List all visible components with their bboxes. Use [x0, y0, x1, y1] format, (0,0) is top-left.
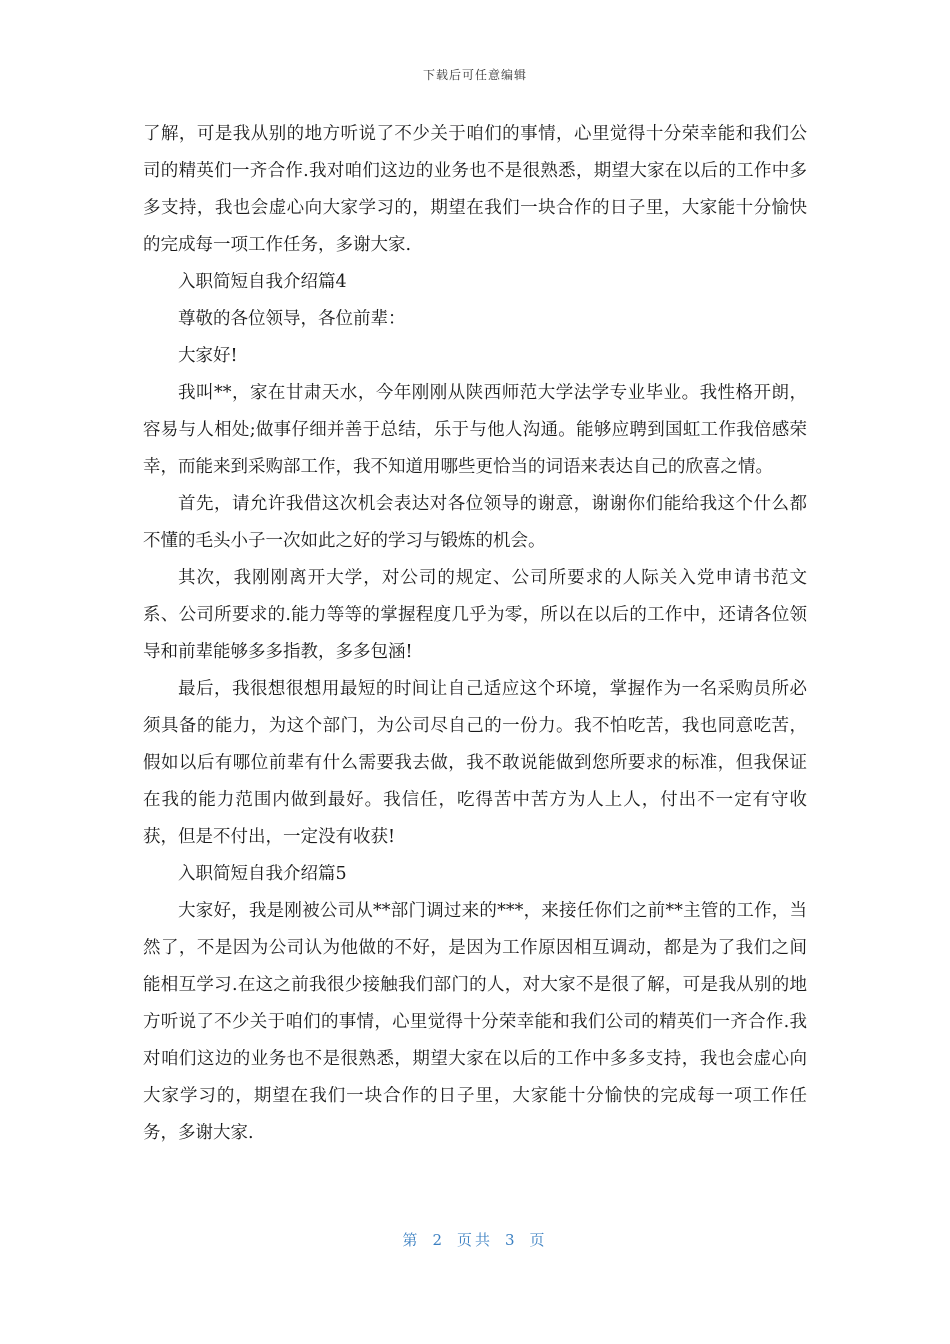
- paragraph-section-5: 大家好，我是刚被公司从**部门调过来的***，来接任你们之前**主管的工作，当然了，不是因为公司认为他做的不好，是因为工作原因相互调动，都是为了我们之间能相互学习.在这之前我很少接触我们部门的人，对大家不是很了解，可是我从别的地方听说了不少关于咱们的事情，心里觉得十分荣幸能和我们公司的精英们一齐合作.我对咱们这边的业务也不是很熟悉，期望大家在以后的工作中多多支持，我也会虚心向大家学习的，期望在我们一块合作的日子里，大家能十分愉快的完成每一项工作任务，多谢大家.: [143, 901, 807, 1143]
- greeting: 大家好!: [178, 346, 238, 366]
- salutation: 尊敬的各位领导，各位前辈：: [178, 309, 406, 329]
- footer-suffix: 页: [529, 1231, 548, 1249]
- paragraph-intro: 我叫**，家在甘肃天水，今年刚刚从陕西师范大学法学专业毕业。我性格开朗，容易与人相处;做事仔细并善于总结，乐于与他人沟通。能够应聘到国虹工作我倍感荣幸，而能来到采购部工作，我不知道用哪些更恰当的词语来表达自己的欣喜之情。: [143, 383, 807, 477]
- footer-prefix: 第: [402, 1231, 421, 1249]
- footer-middle: 页共: [456, 1231, 493, 1249]
- section-heading-4: 入职简短自我介绍篇4: [178, 272, 347, 292]
- paragraph-first: 首先，请允许我借这次机会表达对各位领导的谢意，谢谢你们能给我这个什么都不懂的毛头小子一次如此之好的学习与锻炼的机会。: [143, 494, 807, 551]
- paragraph-last: 最后，我很想很想用最短的时间让自己适应这个环境，掌握作为一名采购员所必须具备的能力，为这个部门，为公司尽自己的一份力。我不怕吃苦，我也同意吃苦，假如以后有哪位前辈有什么需要我去做，我不敢说能做到您所要求的标准，但我保证在我的能力范围内做到最好。我信任，吃得苦中苦方为人上人，付出不一定有守收获，但是不付出，一定没有收获!: [143, 679, 807, 847]
- page-header: 下载后可任意编辑: [422, 68, 527, 82]
- document-body: [143, 116, 807, 1152]
- page-footer: [0, 1229, 950, 1250]
- paragraph-second: 其次，我刚刚离开大学，对公司的规定、公司所要求的人际关入党申请书范文系、公司所要求的.能力等等的掌握程度几乎为零，所以在以后的工作中，还请各位领导和前辈能够多多指教，多多包涵!: [143, 568, 807, 662]
- footer-total-pages: 3: [505, 1231, 518, 1249]
- section-heading-5: 入职简短自我介绍篇5: [178, 864, 347, 884]
- footer-current-page: 2: [432, 1231, 445, 1249]
- paragraph-continuation: 了解，可是我从别的地方听说了不少关于咱们的事情，心里觉得十分荣幸能和我们公司的精英们一齐合作.我对咱们这边的业务也不是很熟悉，期望大家在以后的工作中多多支持，我也会虚心向大家学习的，期望在我们一块合作的日子里，大家能十分愉快的完成每一项工作任务，多谢大家.: [143, 124, 807, 255]
